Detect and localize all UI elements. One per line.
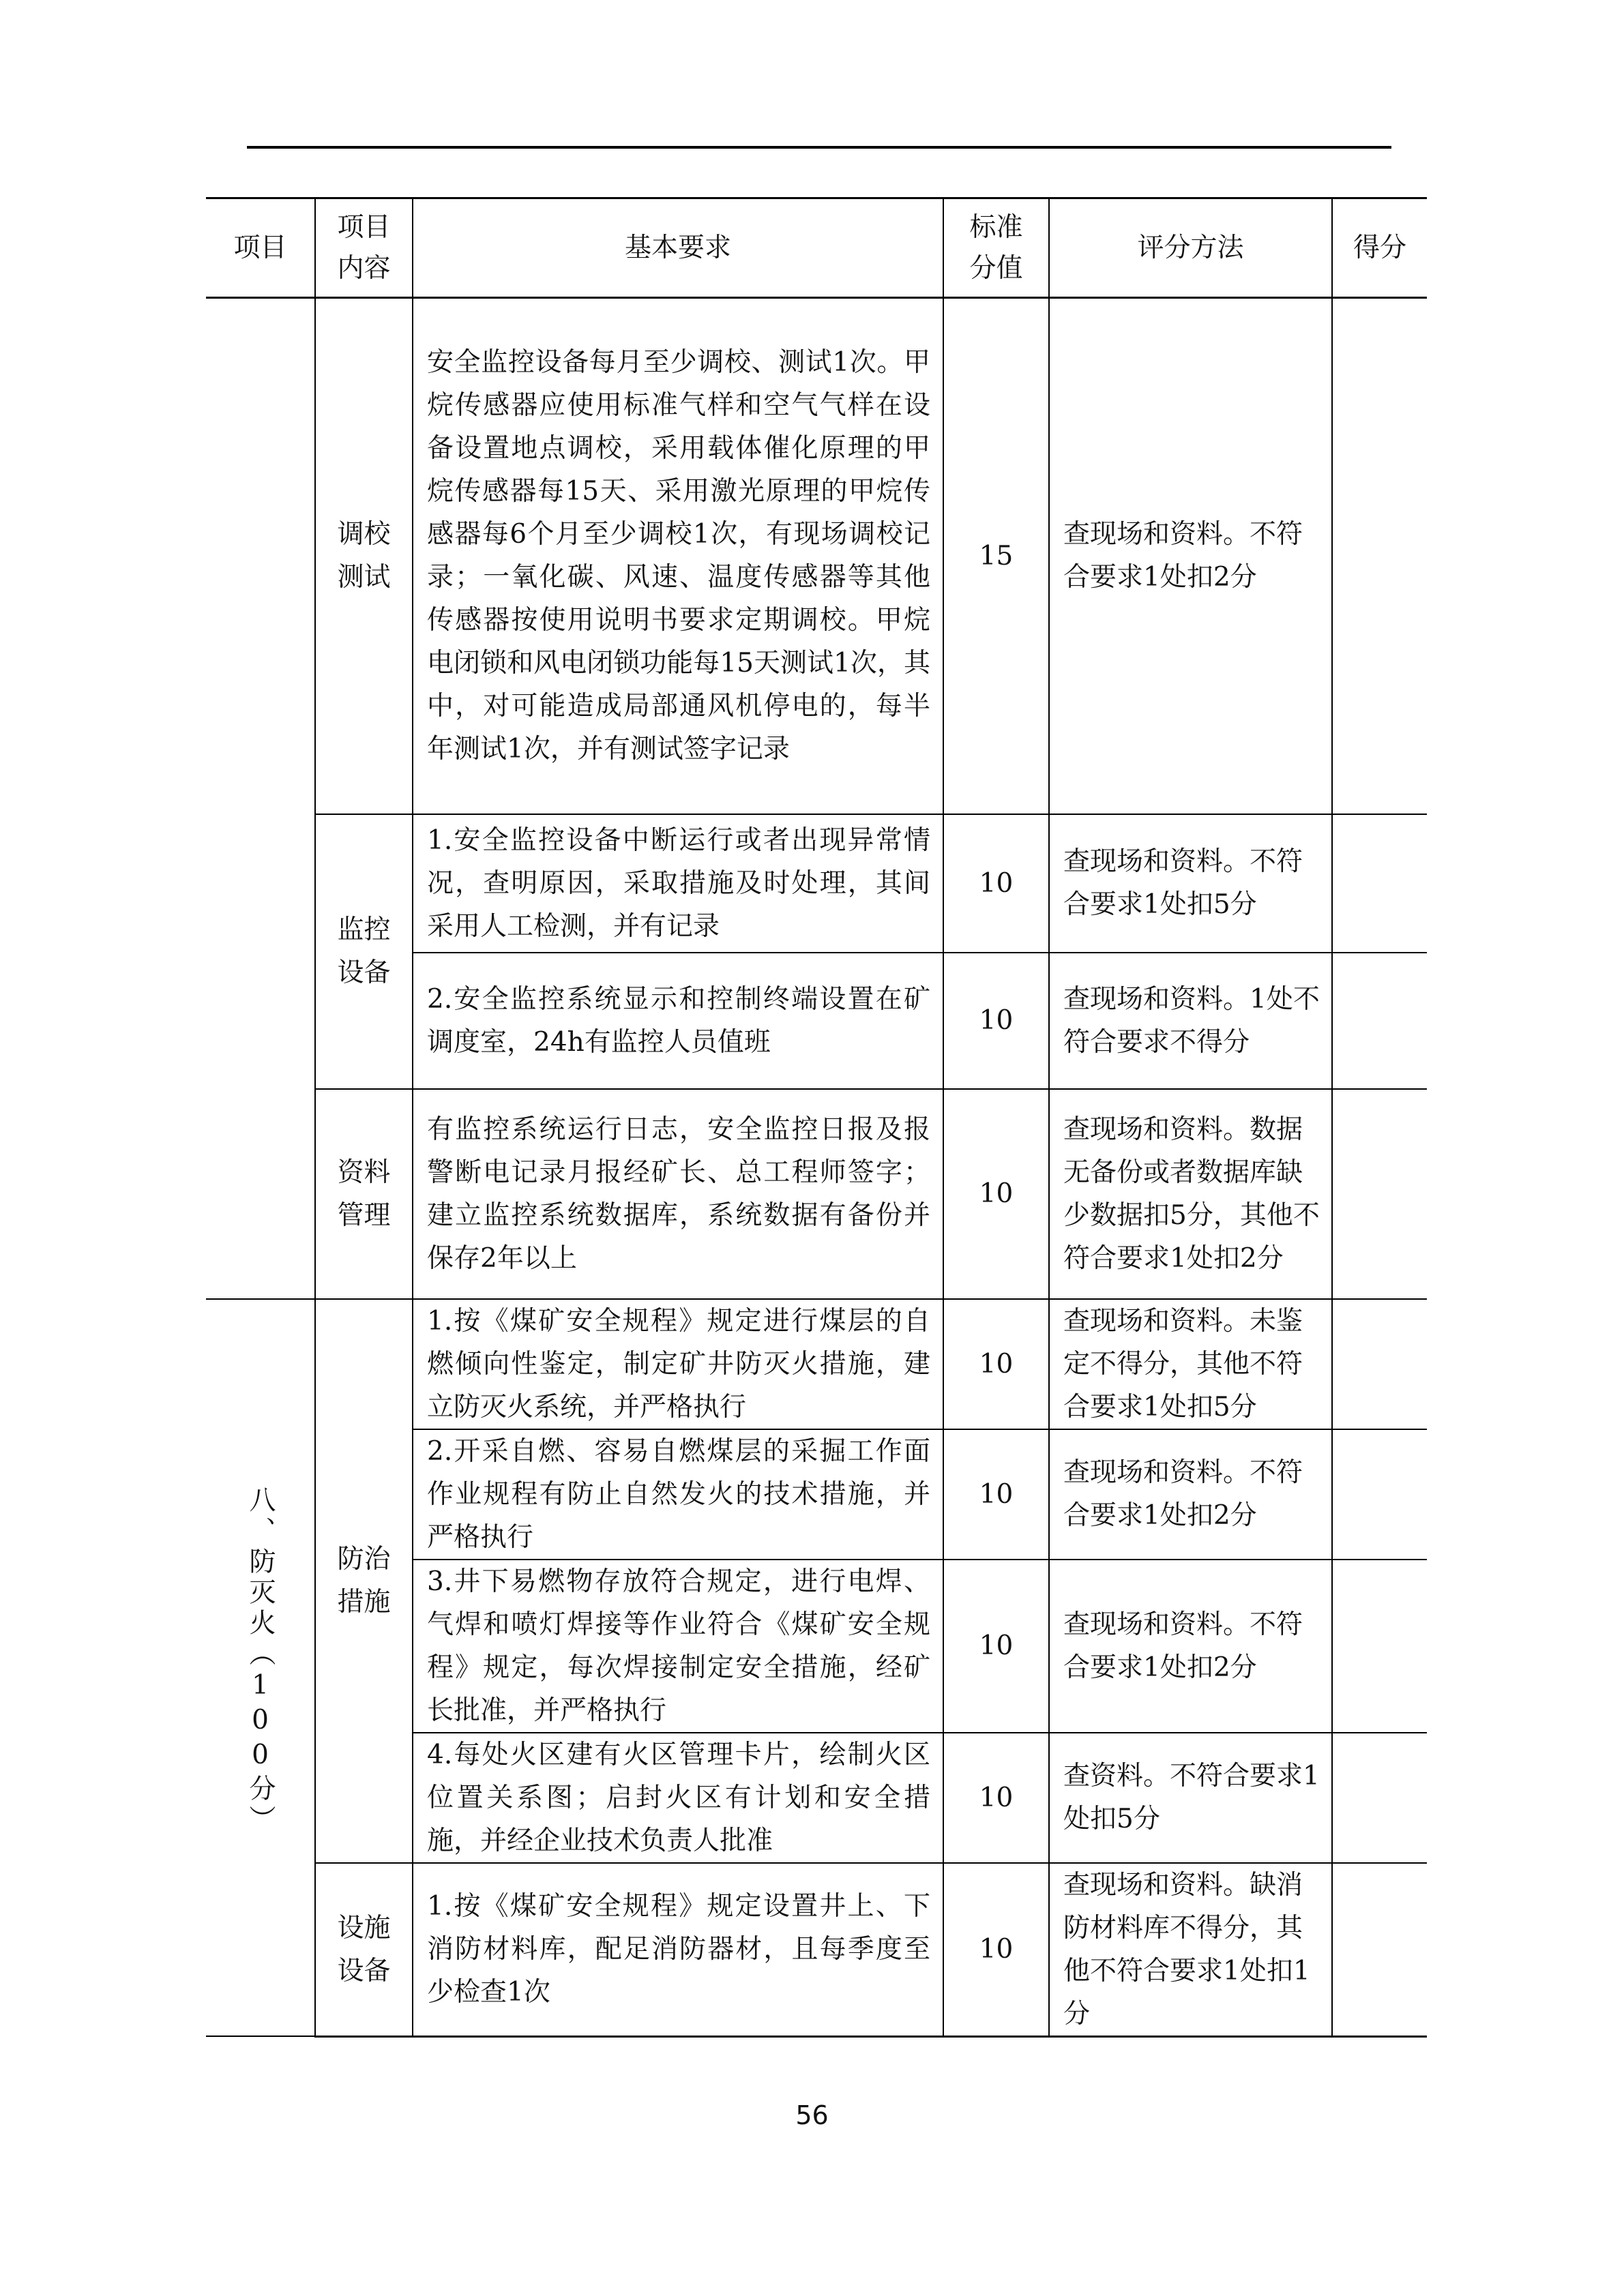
score-cell[interactable] [1332, 1863, 1427, 2037]
method-cell: 查现场和资料。不符合要求1处扣2分 [1049, 1560, 1332, 1733]
standard-score-cell: 10 [943, 1429, 1049, 1560]
standard-score-cell: 10 [943, 1560, 1049, 1733]
score-cell[interactable] [1332, 1429, 1427, 1560]
header-score: 得分 [1332, 198, 1427, 298]
standard-score-cell: 10 [943, 1089, 1049, 1299]
content-cell: 调校 测试 [315, 298, 413, 814]
table-row [206, 1863, 1427, 2037]
standard-score-cell: 10 [943, 1299, 1049, 1429]
requirement-cell: 2.开采自燃、容易自燃煤层的采掘工作面作业规程有防止自然发火的技术措施，并严格执行 [413, 1429, 943, 1560]
header-standard: 标准 分值 [943, 198, 1049, 298]
section-title-fire-prevention: 八、防灭火（100分） [245, 1486, 276, 1836]
page-number: 56 [795, 2100, 829, 2130]
table-row [206, 1299, 1427, 1429]
standard-score-cell: 10 [943, 953, 1049, 1089]
table-header-row [206, 198, 1427, 298]
standard-score-cell: 10 [943, 1733, 1049, 1863]
header-requirement: 基本要求 [413, 198, 943, 298]
standard-score-cell: 15 [943, 298, 1049, 814]
score-cell[interactable] [1332, 814, 1427, 953]
score-cell[interactable] [1332, 1733, 1427, 1863]
requirement-cell: 1.安全监控设备中断运行或者出现异常情况，查明原因，采取措施及时处理，其间采用人工检测，并有记录 [413, 814, 943, 953]
header-rule [247, 146, 1391, 149]
requirement-cell: 1.按《煤矿安全规程》规定设置井上、下消防材料库，配足消防器材，且每季度至少检查1次 [413, 1863, 943, 2037]
section-cell-fire-prevention [206, 1299, 315, 2037]
requirement-cell: 有监控系统运行日志，安全监控日报及报警断电记录月报经矿长、总工程师签字；建立监控系统数据库，系统数据有备份并保存2年以上 [413, 1089, 943, 1299]
score-cell[interactable] [1332, 1089, 1427, 1299]
method-cell: 查现场和资料。数据无备份或者数据库缺少数据扣5分，其他不符合要求1处扣2分 [1049, 1089, 1332, 1299]
method-cell: 查现场和资料。1处不符合要求不得分 [1049, 953, 1332, 1089]
requirement-cell: 1.按《煤矿安全规程》规定进行煤层的自燃倾向性鉴定，制定矿井防灭火措施，建立防灭火系统，并严格执行 [413, 1299, 943, 1429]
header-content: 项目 内容 [315, 198, 413, 298]
score-cell[interactable] [1332, 1299, 1427, 1429]
requirement-cell: 2.安全监控系统显示和控制终端设置在矿调度室，24h有监控人员值班 [413, 953, 943, 1089]
score-cell[interactable] [1332, 953, 1427, 1089]
standard-score-cell: 10 [943, 1863, 1049, 2037]
header-method: 评分方法 [1049, 198, 1332, 298]
method-cell: 查资料。不符合要求1处扣5分 [1049, 1733, 1332, 1863]
score-cell[interactable] [1332, 1560, 1427, 1733]
score-cell[interactable] [1332, 298, 1427, 814]
table-row [206, 298, 1427, 814]
method-cell: 查现场和资料。不符合要求1处扣2分 [1049, 1429, 1332, 1560]
method-cell: 查现场和资料。未鉴定不得分，其他不符合要求1处扣5分 [1049, 1299, 1332, 1429]
content-cell: 防治 措施 [315, 1299, 413, 1863]
content-cell: 设施 设备 [315, 1863, 413, 2037]
method-cell: 查现场和资料。不符合要求1处扣5分 [1049, 814, 1332, 953]
standard-score-cell: 10 [943, 814, 1049, 953]
requirement-cell: 3.井下易燃物存放符合规定，进行电焊、气焊和喷灯焊接等作业符合《煤矿安全规程》规定，每次焊接制定安全措施，经矿长批准，并严格执行 [413, 1560, 943, 1733]
table-row [206, 814, 1427, 953]
method-cell: 查现场和资料。缺消防材料库不得分，其他不符合要求1处扣1分 [1049, 1863, 1332, 2037]
table-row [206, 1089, 1427, 1299]
scoring-table [206, 197, 1427, 2038]
requirement-cell: 4.每处火区建有火区管理卡片，绘制火区位置关系图；启封火区有计划和安全措施，并经企业技术负责人批准 [413, 1733, 943, 1863]
method-cell: 查现场和资料。不符合要求1处扣2分 [1049, 298, 1332, 814]
content-cell: 监控 设备 [315, 814, 413, 1089]
section-cell-monitoring [206, 298, 315, 1299]
content-cell: 资料 管理 [315, 1089, 413, 1299]
requirement-cell: 安全监控设备每月至少调校、测试1次。甲烷传感器应使用标准气样和空气气样在设备设置地点调校，采用载体催化原理的甲烷传感器每15天、采用激光原理的甲烷传感器每6个月至少调校1次，有现场调校记录；一氧化碳、风速、温度传感器等其他传感器按使用说明书要求定期调校。甲烷电闭锁和风电闭锁功能每15天测试1次，其中，对可能造成局部通风机停电的，每半年测试1次，并有测试签字记录 [413, 298, 943, 814]
header-project: 项目 [206, 198, 315, 298]
